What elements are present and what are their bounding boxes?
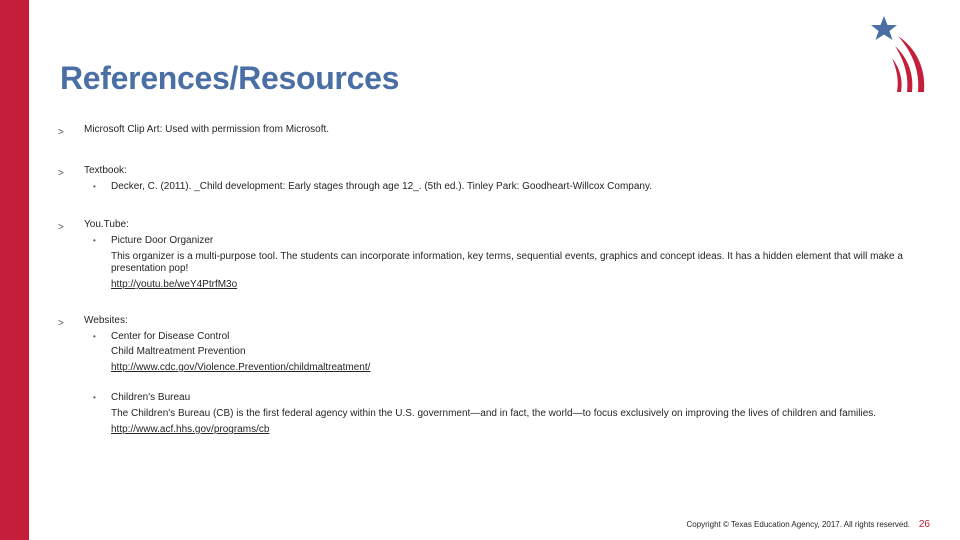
site-topic: Child Maltreatment Prevention bbox=[111, 346, 246, 357]
arrow-marker-icon: > bbox=[58, 127, 64, 138]
star-swoosh-logo-icon bbox=[868, 14, 934, 94]
copyright-footer: Copyright © Texas Education Agency, 2017. All rights reserved. bbox=[686, 520, 910, 529]
page-number: 26 bbox=[918, 519, 930, 530]
textbook-citation: Decker, C. (2011). _Child development: Early stages through age 12_. (5th ed.). Tinley Park: Goodheart-Willcox Company. bbox=[111, 181, 653, 192]
reference-label: Websites: bbox=[84, 315, 128, 326]
left-accent-bar bbox=[0, 0, 29, 540]
slide-title: References/Resources bbox=[60, 60, 400, 96]
video-description: This organizer is a multi-purpose tool. The students can incorporate information, key terms, sequential events, graphics and concept ideas. It has a hidden element that will make a presentation pop! bbox=[111, 251, 903, 274]
references-list bbox=[58, 124, 938, 436]
site-name: Children's Bureau bbox=[111, 392, 191, 403]
arrow-marker-icon: > bbox=[58, 318, 64, 329]
reference-textbook bbox=[58, 165, 938, 193]
site-description: The Children's Bureau (CB) is the first federal agency within the U.S. government—and in fact, the world—to focus exclusively on improving the lives of children and families. bbox=[111, 408, 877, 419]
acf-link[interactable]: http://www.acf.hhs.gov/programs/cb bbox=[111, 424, 270, 435]
bullet-icon: • bbox=[93, 182, 96, 191]
sub-reference-childrens-bureau bbox=[84, 392, 938, 436]
bullet-icon: • bbox=[93, 332, 96, 341]
reference-websites bbox=[58, 315, 938, 436]
sub-reference bbox=[84, 235, 938, 291]
youtube-link[interactable]: http://youtu.be/weY4PtrfM3o bbox=[111, 279, 238, 290]
reference-youtube bbox=[58, 219, 938, 291]
bullet-icon: • bbox=[93, 393, 96, 402]
cdc-link[interactable]: http://www.cdc.gov/Violence.Prevention/childmaltreatment/ bbox=[111, 362, 371, 373]
reference-clip-art bbox=[58, 124, 938, 136]
reference-label: Textbook: bbox=[84, 165, 127, 176]
sub-reference-cdc bbox=[84, 331, 938, 374]
reference-label: Microsoft Clip Art: Used with permission from Microsoft. bbox=[84, 124, 330, 135]
arrow-marker-icon: > bbox=[58, 222, 64, 233]
site-name: Center for Disease Control bbox=[111, 331, 230, 342]
arrow-marker-icon: > bbox=[58, 168, 64, 179]
reference-label: You.Tube: bbox=[84, 219, 129, 230]
bullet-icon: • bbox=[93, 236, 96, 245]
sub-reference bbox=[84, 181, 938, 193]
video-title: Picture Door Organizer bbox=[111, 235, 214, 246]
